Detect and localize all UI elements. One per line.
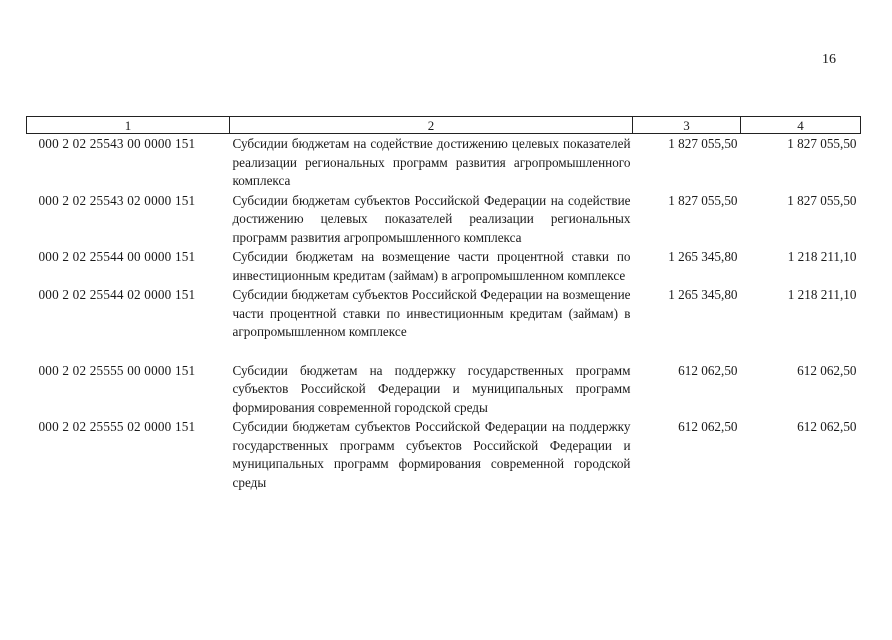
row-description: Субсидии бюджетам субъектов Российской Федерации на возмещение части процентной ставки по инвестиционным кредитам (займам) в агропромышленном комплексе — [232, 287, 631, 339]
amount-col-4: 1 218 211,10 — [787, 249, 857, 264]
budget-code: 000 2 02 25543 00 0000 151 — [38, 136, 196, 151]
budget-code: 000 2 02 25555 02 0000 151 — [38, 419, 196, 434]
table-row — [27, 285, 861, 342]
table-header-row — [27, 117, 861, 134]
header-col-4: 4 — [741, 117, 861, 134]
header-col-1: 1 — [27, 117, 230, 134]
amount-col-4: 1 218 211,10 — [787, 287, 857, 302]
table-row — [27, 342, 861, 418]
row-description: Субсидии бюджетам субъектов Российской Федерации на поддержку государственных программ субъектов Российской Федерации и муниципальных программ формирования современной городской среды — [232, 419, 631, 490]
row-description: Субсидии бюджетам субъектов Российской Федерации на содействие достижению целевых показателей реализации региональных программ развития агропромышленного комплекса — [232, 192, 631, 245]
row-description: Субсидии бюджетам на содействие достижению целевых показателей реализации региональных программ развития агропромышленного комплекса — [232, 136, 631, 188]
page-number: 16 — [822, 52, 836, 67]
amount-col-4: 612 062,50 — [797, 419, 857, 434]
table-row — [27, 417, 861, 492]
table-row — [27, 191, 861, 248]
amount-col-3: 1 265 345,80 — [668, 287, 738, 302]
budget-table — [26, 116, 861, 492]
header-col-2: 2 — [230, 117, 633, 134]
budget-code: 000 2 02 25544 00 0000 151 — [38, 249, 196, 264]
budget-code: 000 2 02 25555 00 0000 151 — [38, 362, 196, 378]
amount-col-3: 1 827 055,50 — [668, 136, 738, 151]
budget-code: 000 2 02 25544 02 0000 151 — [38, 287, 196, 302]
amount-col-3: 612 062,50 — [678, 419, 738, 434]
row-description: Субсидии бюджетам на возмещение части процентной ставки по инвестиционным кредитам (займам) в агропромышленном комплексе — [232, 249, 631, 283]
amount-col-3: 612 062,50 — [678, 362, 738, 378]
amount-col-4: 1 827 055,50 — [787, 192, 857, 208]
table-row — [27, 134, 861, 191]
amount-col-3: 1 265 345,80 — [668, 249, 738, 264]
row-description: Субсидии бюджетам на поддержку государственных программ субъектов Российской Федерации и муниципальных программ формирования современной городской среды — [232, 362, 631, 415]
table-row — [27, 247, 861, 285]
header-col-3: 3 — [633, 117, 741, 134]
amount-col-3: 1 827 055,50 — [668, 192, 738, 208]
budget-code: 000 2 02 25543 02 0000 151 — [38, 192, 196, 208]
amount-col-4: 1 827 055,50 — [787, 136, 857, 151]
amount-col-4: 612 062,50 — [797, 362, 857, 378]
